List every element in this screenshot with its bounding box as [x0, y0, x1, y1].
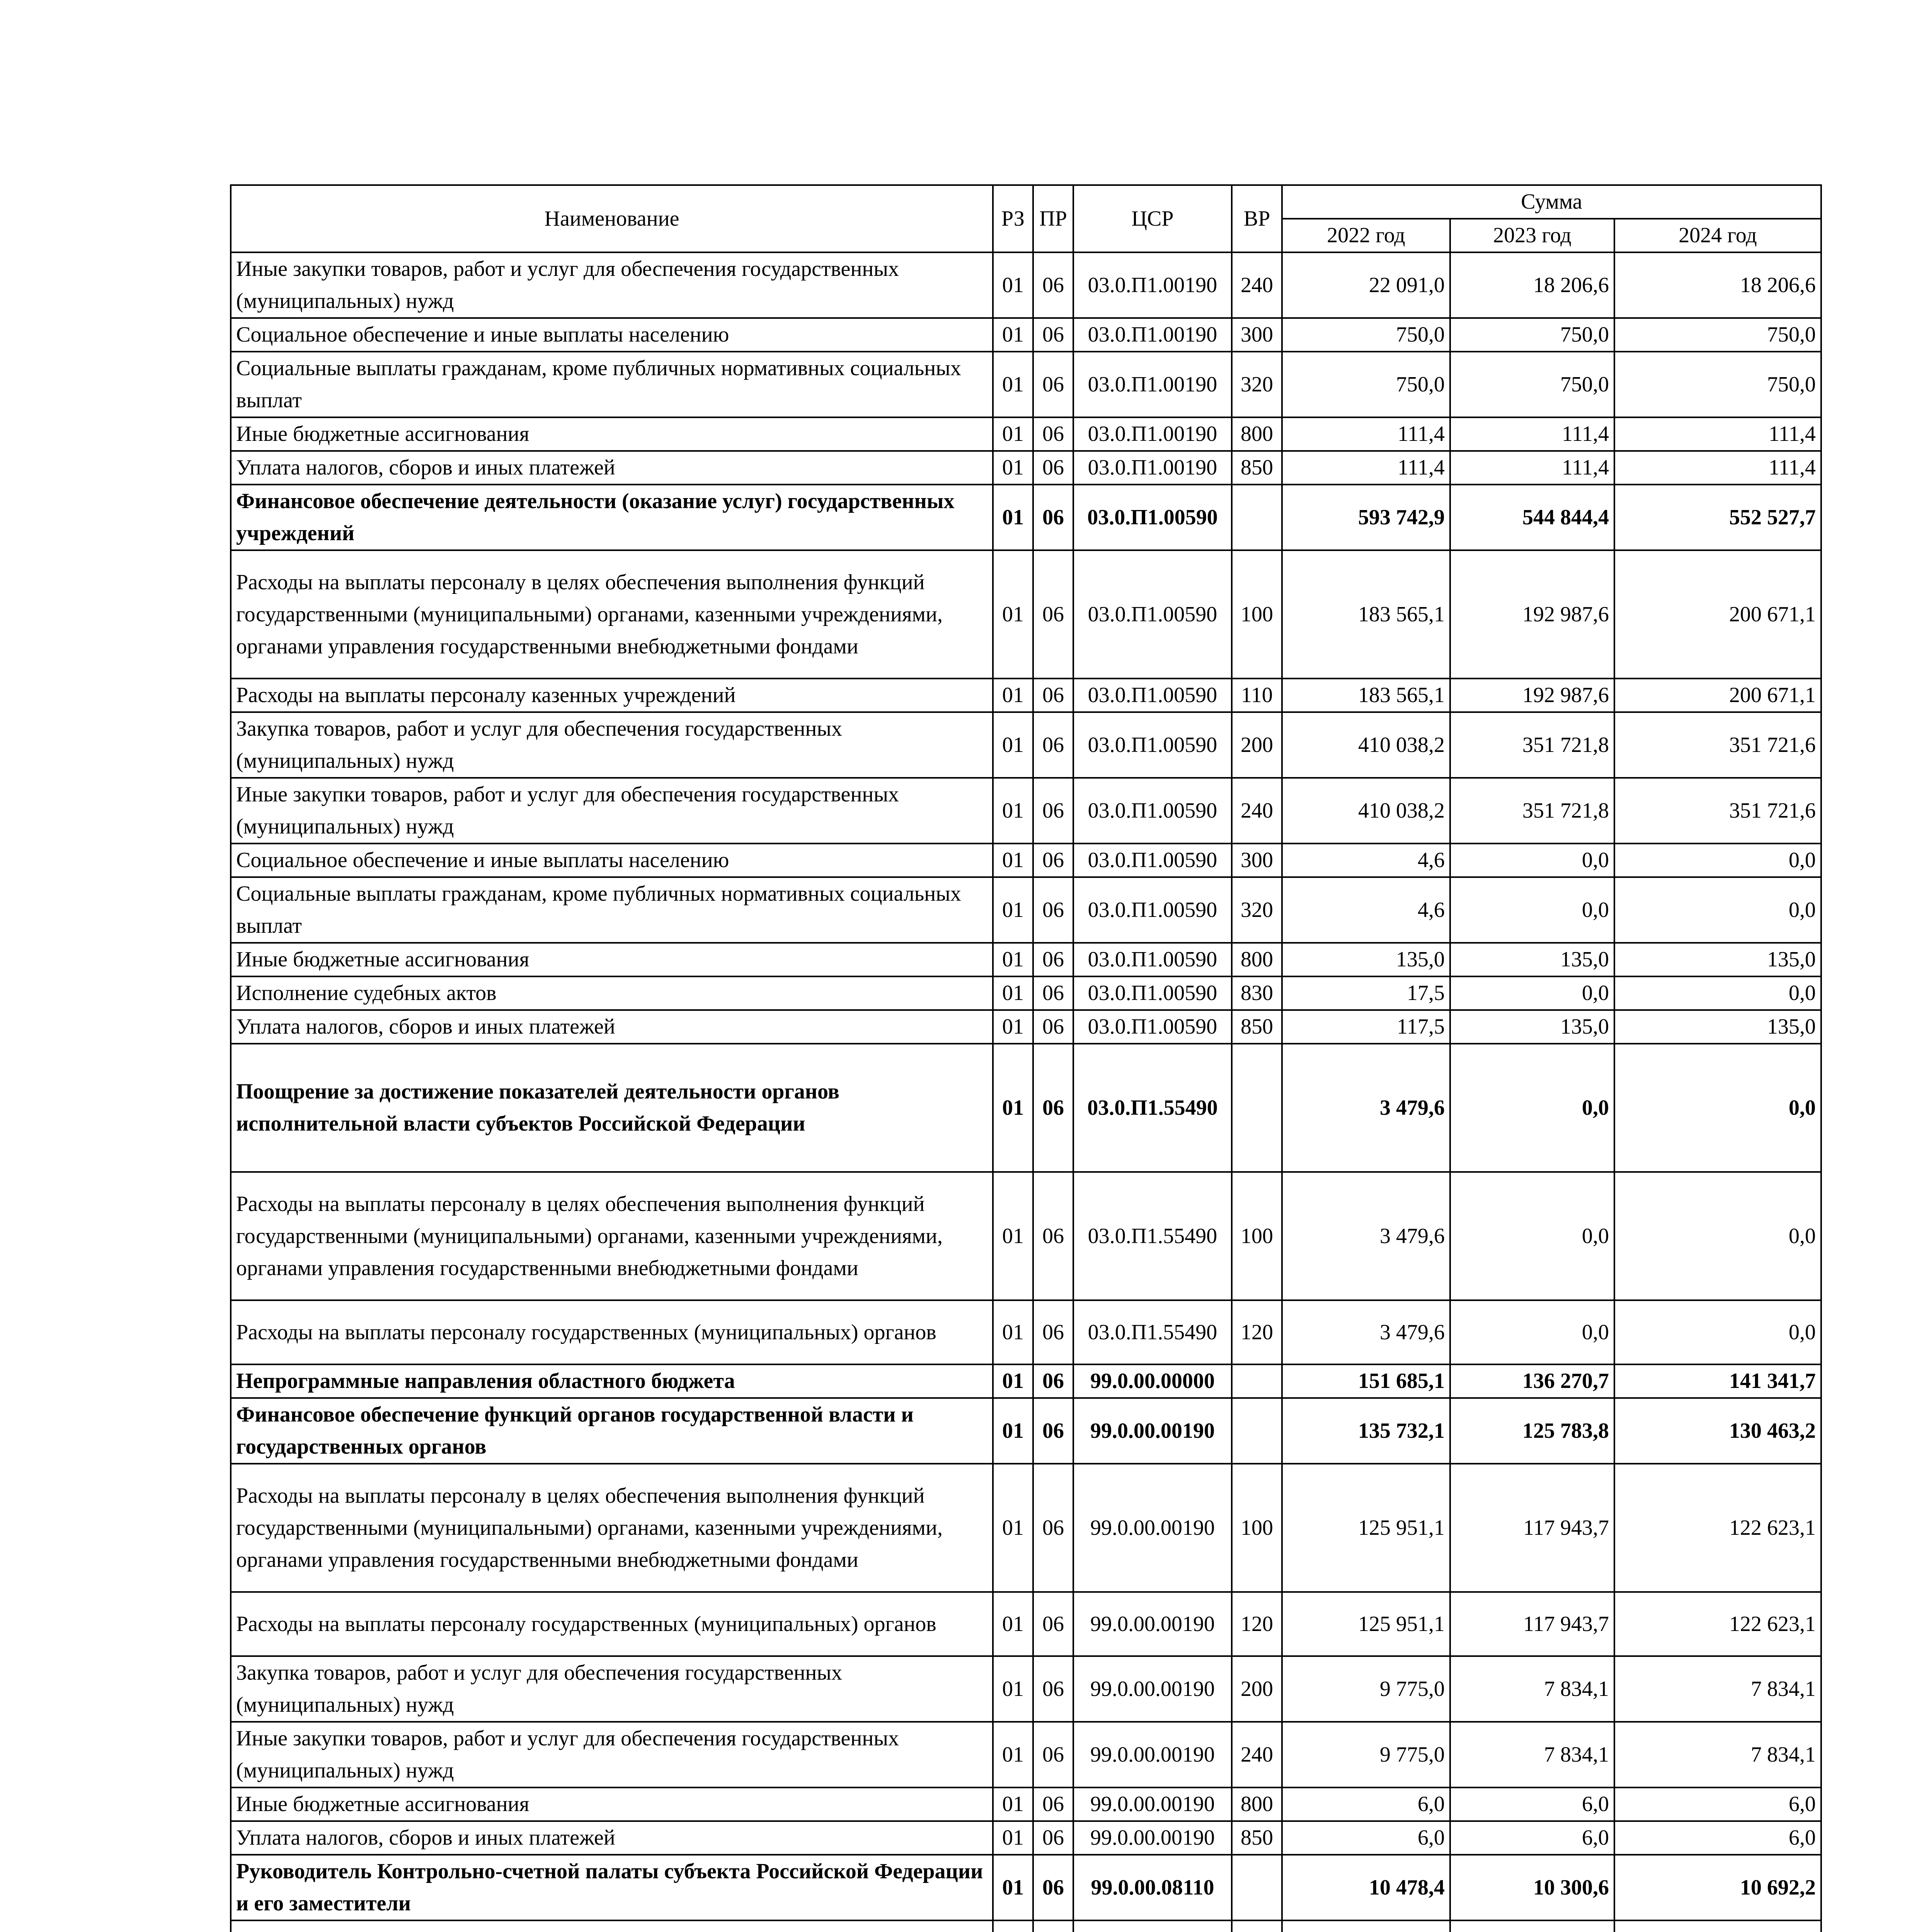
row-pr-cell: 06 [1033, 451, 1073, 485]
row-csr-cell: 99.0.00.00190 [1073, 1722, 1232, 1787]
row-pr-cell: 06 [1033, 844, 1073, 877]
row-2024-cell: 0,0 [1614, 877, 1821, 943]
row-rz-cell: 01 [993, 778, 1033, 844]
row-2024-cell: 750,0 [1614, 318, 1821, 352]
table-row [231, 417, 1821, 451]
row-2022-cell: 117,5 [1282, 1010, 1450, 1044]
row-2023-cell: 18 206,6 [1450, 252, 1614, 318]
header-2022: 2022 год [1282, 219, 1450, 252]
row-name-cell: Иные бюджетные ассигнования [231, 417, 993, 451]
table-row [231, 1364, 1821, 1398]
row-pr-cell: 06 [1033, 712, 1073, 778]
row-2022-cell: 9 775,0 [1282, 1656, 1450, 1722]
row-2024-cell: 351 721,6 [1614, 712, 1821, 778]
row-name-cell: Расходы на выплаты персоналу в целях обеспечения выполнения функций государственными (муниципальными) органами, казенными учреждениями, органами управления государственными внебюджетными фондами [231, 1464, 993, 1592]
row-name-cell: Социальное обеспечение и иные выплаты населению [231, 318, 993, 352]
row-2022-cell: 4,6 [1282, 877, 1450, 943]
row-pr-cell: 06 [1033, 485, 1073, 550]
row-name-cell: Расходы на выплаты персоналу государственных (муниципальных) органов [231, 1592, 993, 1656]
row-2022-cell: 750,0 [1282, 318, 1450, 352]
table-row [231, 1010, 1821, 1044]
row-csr-cell: 03.0.П1.00190 [1073, 352, 1232, 417]
row-2022-cell: 4,6 [1282, 844, 1450, 877]
header-2024: 2024 год [1614, 219, 1821, 252]
row-name-cell: Социальные выплаты гражданам, кроме публичных нормативных социальных выплат [231, 877, 993, 943]
row-2024-cell: 141 341,7 [1614, 1364, 1821, 1398]
table-row [231, 1787, 1821, 1821]
table-row [231, 1920, 1821, 1932]
table-row [231, 1722, 1821, 1787]
row-csr-cell: 03.0.П1.00590 [1073, 976, 1232, 1010]
row-csr-cell: 99.0.00.00190 [1073, 1464, 1232, 1592]
row-rz-cell: 01 [993, 1398, 1033, 1464]
row-2024-cell: 0,0 [1614, 1172, 1821, 1300]
row-csr-cell: 03.0.П1.00590 [1073, 712, 1232, 778]
row-csr-cell: 03.0.П1.00590 [1073, 550, 1232, 679]
row-name-cell: Уплата налогов, сборов и иных платежей [231, 451, 993, 485]
row-2023-cell: 135,0 [1450, 1010, 1614, 1044]
row-2024-cell: 0,0 [1614, 1044, 1821, 1172]
row-2022-cell: 183 565,1 [1282, 550, 1450, 679]
row-vr-cell: 300 [1232, 318, 1282, 352]
row-name-cell: Непрограммные направления областного бюджета [231, 1364, 993, 1398]
row-2023-cell: 351 721,8 [1450, 712, 1614, 778]
row-vr-cell [1232, 1044, 1282, 1172]
row-rz-cell: 01 [993, 1364, 1033, 1398]
row-vr-cell: 240 [1232, 1722, 1282, 1787]
row-rz-cell: 01 [993, 1010, 1033, 1044]
row-2023-cell: 117 943,7 [1450, 1464, 1614, 1592]
row-2024-cell: 111,4 [1614, 417, 1821, 451]
table-row [231, 1300, 1821, 1364]
table-row [231, 1821, 1821, 1855]
table-row [231, 712, 1821, 778]
row-pr-cell [1033, 1920, 1073, 1932]
row-rz-cell: 01 [993, 1172, 1033, 1300]
row-rz-cell: 01 [993, 976, 1033, 1010]
row-pr-cell: 06 [1033, 1464, 1073, 1592]
row-2024-cell: 111,4 [1614, 451, 1821, 485]
row-vr-cell: 320 [1232, 877, 1282, 943]
row-2024-cell: 130 463,2 [1614, 1398, 1821, 1464]
row-name-cell: Финансовое обеспечение деятельности (оказание услуг) государственных учреждений [231, 485, 993, 550]
row-rz-cell: 01 [993, 252, 1033, 318]
row-name-cell: Поощрение за достижение показателей деятельности органов исполнительной власти субъектов Российской Федерации [231, 1044, 993, 1172]
row-2023-cell: 750,0 [1450, 318, 1614, 352]
row-name-cell: Руководитель Контрольно-счетной палаты субъекта Российской Федерации и его заместители [231, 1855, 993, 1920]
row-2024-cell: 6,0 [1614, 1821, 1821, 1855]
row-csr-cell: 03.0.П1.00590 [1073, 1010, 1232, 1044]
table-row [231, 451, 1821, 485]
row-pr-cell: 06 [1033, 352, 1073, 417]
row-2023-cell: 192 987,6 [1450, 550, 1614, 679]
table-row [231, 252, 1821, 318]
row-name-cell: Закупка товаров, работ и услуг для обеспечения государственных (муниципальных) нужд [231, 1656, 993, 1722]
row-2024-cell: 18 206,6 [1614, 252, 1821, 318]
header-2023: 2023 год [1450, 219, 1614, 252]
row-2023-cell: 750,0 [1450, 352, 1614, 417]
row-name-cell: Уплата налогов, сборов и иных платежей [231, 1821, 993, 1855]
row-2023-cell: 125 783,8 [1450, 1398, 1614, 1464]
row-csr-cell: 99.0.00.00190 [1073, 1787, 1232, 1821]
row-vr-cell: 120 [1232, 1300, 1282, 1364]
row-2023-cell: 544 844,4 [1450, 485, 1614, 550]
row-pr-cell: 06 [1033, 877, 1073, 943]
row-pr-cell: 06 [1033, 976, 1073, 1010]
row-pr-cell: 06 [1033, 550, 1073, 679]
row-csr-cell: 03.0.П1.00190 [1073, 451, 1232, 485]
table-row [231, 1855, 1821, 1920]
row-vr-cell: 110 [1232, 679, 1282, 712]
row-2024-cell: 750,0 [1614, 352, 1821, 417]
row-vr-cell: 300 [1232, 844, 1282, 877]
row-rz-cell: 01 [993, 943, 1033, 976]
row-2024-cell: 135,0 [1614, 1010, 1821, 1044]
row-name-cell: Финансовое обеспечение функций органов государственной власти и государственных органов [231, 1398, 993, 1464]
row-name-cell: Иные бюджетные ассигнования [231, 943, 993, 976]
row-vr-cell: 320 [1232, 352, 1282, 417]
row-rz-cell: 01 [993, 877, 1033, 943]
row-vr-cell: 800 [1232, 943, 1282, 976]
row-2023-cell: 0,0 [1450, 1300, 1614, 1364]
header-name: Наименование [231, 185, 993, 252]
row-pr-cell: 06 [1033, 1821, 1073, 1855]
row-csr-cell: 03.0.П1.00590 [1073, 943, 1232, 976]
table-row [231, 485, 1821, 550]
row-rz-cell: 01 [993, 352, 1033, 417]
row-name-cell: Расходы на выплаты персоналу в целях обеспечения выполнения функций государственными (муниципальными) органами, казенными учреждениями, органами управления государственными внебюджетными фондами [231, 1172, 993, 1300]
table-row [231, 976, 1821, 1010]
row-csr-cell: 03.0.П1.00190 [1073, 252, 1232, 318]
row-rz-cell: 01 [993, 451, 1033, 485]
header-vr: ВР [1232, 185, 1282, 252]
row-name-cell: Иные закупки товаров, работ и услуг для обеспечения государственных (муниципальных) нужд [231, 1722, 993, 1787]
row-2022-cell: 111,4 [1282, 417, 1450, 451]
row-csr-cell: 03.0.П1.00190 [1073, 417, 1232, 451]
row-name-cell: Социальные выплаты гражданам, кроме публичных нормативных социальных выплат [231, 352, 993, 417]
row-pr-cell: 06 [1033, 252, 1073, 318]
row-2022-cell: 125 951,1 [1282, 1464, 1450, 1592]
row-rz-cell: 01 [993, 1787, 1033, 1821]
row-2023-cell: 0,0 [1450, 1172, 1614, 1300]
row-pr-cell: 06 [1033, 1044, 1073, 1172]
row-vr-cell: 800 [1232, 417, 1282, 451]
row-2022-cell: 750,0 [1282, 352, 1450, 417]
row-pr-cell: 06 [1033, 1010, 1073, 1044]
row-2022-cell: 6,0 [1282, 1787, 1450, 1821]
row-2022-cell: 111,4 [1282, 451, 1450, 485]
row-rz-cell: 01 [993, 844, 1033, 877]
header-csr: ЦСР [1073, 185, 1232, 252]
row-2024-cell: 7 834,1 [1614, 1722, 1821, 1787]
row-name-cell: Расходы на выплаты персоналу государственных (муниципальных) органов [231, 1300, 993, 1364]
row-2024-cell: 7 834,1 [1614, 1656, 1821, 1722]
row-csr-cell: 03.0.П1.55490 [1073, 1044, 1232, 1172]
row-2022-cell: 410 038,2 [1282, 712, 1450, 778]
row-rz-cell: 01 [993, 417, 1033, 451]
row-pr-cell: 06 [1033, 1722, 1073, 1787]
row-pr-cell: 06 [1033, 417, 1073, 451]
row-pr-cell: 06 [1033, 1364, 1073, 1398]
row-2023-cell: 136 270,7 [1450, 1364, 1614, 1398]
row-2024-cell: 200 671,1 [1614, 679, 1821, 712]
row-pr-cell: 06 [1033, 1300, 1073, 1364]
row-name-cell [231, 1920, 993, 1932]
table-row [231, 1044, 1821, 1172]
row-pr-cell: 06 [1033, 318, 1073, 352]
row-pr-cell: 06 [1033, 1398, 1073, 1464]
row-2024-cell: 200 671,1 [1614, 550, 1821, 679]
row-2022-cell: 125 951,1 [1282, 1592, 1450, 1656]
row-2023-cell: 7 834,1 [1450, 1722, 1614, 1787]
row-name-cell: Иные закупки товаров, работ и услуг для обеспечения государственных (муниципальных) нужд [231, 252, 993, 318]
table-body [231, 252, 1821, 1932]
row-csr-cell: 03.0.П1.00190 [1073, 318, 1232, 352]
row-vr-cell: 200 [1232, 1656, 1282, 1722]
table-row [231, 318, 1821, 352]
row-2022-cell: 135,0 [1282, 943, 1450, 976]
row-pr-cell: 06 [1033, 1656, 1073, 1722]
table-row [231, 1172, 1821, 1300]
row-2023-cell: 351 721,8 [1450, 778, 1614, 844]
header-rz: РЗ [993, 185, 1033, 252]
row-2024-cell: 552 527,7 [1614, 485, 1821, 550]
row-csr-cell: 03.0.П1.00590 [1073, 877, 1232, 943]
row-rz-cell: 01 [993, 1656, 1033, 1722]
table-row [231, 844, 1821, 877]
row-2022-cell: 3 479,6 [1282, 1300, 1450, 1364]
row-vr-cell: 100 [1232, 550, 1282, 679]
row-pr-cell: 06 [1033, 943, 1073, 976]
row-rz-cell: 01 [993, 318, 1033, 352]
row-2023-cell: 111,4 [1450, 417, 1614, 451]
row-2024-cell: 0,0 [1614, 844, 1821, 877]
row-2022-cell: 6,0 [1282, 1821, 1450, 1855]
row-2024-cell [1614, 1920, 1821, 1932]
row-2023-cell: 135,0 [1450, 943, 1614, 976]
table-row [231, 679, 1821, 712]
row-name-cell: Расходы на выплаты персоналу казенных учреждений [231, 679, 993, 712]
row-csr-cell: 03.0.П1.00590 [1073, 679, 1232, 712]
row-rz-cell [993, 1920, 1033, 1932]
row-name-cell: Закупка товаров, работ и услуг для обеспечения государственных (муниципальных) нужд [231, 712, 993, 778]
row-vr-cell: 200 [1232, 712, 1282, 778]
row-2022-cell: 593 742,9 [1282, 485, 1450, 550]
row-pr-cell: 06 [1033, 1592, 1073, 1656]
budget-table [230, 184, 1822, 1932]
row-2024-cell: 6,0 [1614, 1787, 1821, 1821]
row-rz-cell: 01 [993, 1464, 1033, 1592]
row-2023-cell: 0,0 [1450, 1044, 1614, 1172]
row-vr-cell: 850 [1232, 1010, 1282, 1044]
row-2022-cell: 183 565,1 [1282, 679, 1450, 712]
row-2022-cell: 9 775,0 [1282, 1722, 1450, 1787]
row-name-cell: Иные закупки товаров, работ и услуг для обеспечения государственных (муниципальных) нужд [231, 778, 993, 844]
row-csr-cell [1073, 1920, 1232, 1932]
row-name-cell: Социальное обеспечение и иные выплаты населению [231, 844, 993, 877]
row-rz-cell: 01 [993, 1855, 1033, 1920]
row-vr-cell: 850 [1232, 1821, 1282, 1855]
row-csr-cell: 03.0.П1.55490 [1073, 1172, 1232, 1300]
row-2024-cell: 0,0 [1614, 1300, 1821, 1364]
row-2022-cell: 10 478,4 [1282, 1855, 1450, 1920]
row-vr-cell: 100 [1232, 1464, 1282, 1592]
header-pr: ПР [1033, 185, 1073, 252]
row-vr-cell [1232, 1398, 1282, 1464]
row-vr-cell: 100 [1232, 1172, 1282, 1300]
row-pr-cell: 06 [1033, 1172, 1073, 1300]
row-pr-cell: 06 [1033, 679, 1073, 712]
row-2022-cell: 22 091,0 [1282, 252, 1450, 318]
row-vr-cell [1232, 1855, 1282, 1920]
row-name-cell: Исполнение судебных актов [231, 976, 993, 1010]
table-row [231, 352, 1821, 417]
header-sum: Сумма [1282, 185, 1821, 219]
row-2022-cell: 410 038,2 [1282, 778, 1450, 844]
row-2023-cell: 10 300,6 [1450, 1855, 1614, 1920]
row-vr-cell [1232, 1920, 1282, 1932]
table-row [231, 1656, 1821, 1722]
row-csr-cell: 03.0.П1.55490 [1073, 1300, 1232, 1364]
row-2023-cell: 0,0 [1450, 877, 1614, 943]
table-row [231, 943, 1821, 976]
row-pr-cell: 06 [1033, 778, 1073, 844]
row-2023-cell: 7 834,1 [1450, 1656, 1614, 1722]
row-2024-cell: 122 623,1 [1614, 1592, 1821, 1656]
row-2024-cell: 351 721,6 [1614, 778, 1821, 844]
row-2022-cell: 135 732,1 [1282, 1398, 1450, 1464]
row-2024-cell: 135,0 [1614, 943, 1821, 976]
row-2023-cell: 0,0 [1450, 976, 1614, 1010]
row-vr-cell: 850 [1232, 451, 1282, 485]
row-2022-cell: 151 685,1 [1282, 1364, 1450, 1398]
row-2024-cell: 10 692,2 [1614, 1855, 1821, 1920]
row-2023-cell: 192 987,6 [1450, 679, 1614, 712]
row-csr-cell: 03.0.П1.00590 [1073, 778, 1232, 844]
row-csr-cell: 99.0.00.00190 [1073, 1398, 1232, 1464]
row-2022-cell: 3 479,6 [1282, 1172, 1450, 1300]
table-row [231, 778, 1821, 844]
row-2022-cell [1282, 1920, 1450, 1932]
row-2024-cell: 0,0 [1614, 976, 1821, 1010]
row-name-cell: Расходы на выплаты персоналу в целях обеспечения выполнения функций государственными (муниципальными) органами, казенными учреждениями, органами управления государственными внебюджетными фондами [231, 550, 993, 679]
row-vr-cell: 800 [1232, 1787, 1282, 1821]
row-rz-cell: 01 [993, 1722, 1033, 1787]
row-vr-cell: 830 [1232, 976, 1282, 1010]
row-2023-cell [1450, 1920, 1614, 1932]
row-name-cell: Уплата налогов, сборов и иных платежей [231, 1010, 993, 1044]
row-rz-cell: 01 [993, 1821, 1033, 1855]
row-2023-cell: 117 943,7 [1450, 1592, 1614, 1656]
row-rz-cell: 01 [993, 1592, 1033, 1656]
row-2022-cell: 17,5 [1282, 976, 1450, 1010]
row-name-cell: Иные бюджетные ассигнования [231, 1787, 993, 1821]
table-row [231, 1592, 1821, 1656]
row-2023-cell: 111,4 [1450, 451, 1614, 485]
row-rz-cell: 01 [993, 1300, 1033, 1364]
row-csr-cell: 99.0.00.00190 [1073, 1592, 1232, 1656]
row-csr-cell: 99.0.00.00190 [1073, 1656, 1232, 1722]
row-csr-cell: 99.0.00.00000 [1073, 1364, 1232, 1398]
row-csr-cell: 99.0.00.00190 [1073, 1821, 1232, 1855]
row-2022-cell: 3 479,6 [1282, 1044, 1450, 1172]
row-csr-cell: 99.0.00.08110 [1073, 1855, 1232, 1920]
row-rz-cell: 01 [993, 550, 1033, 679]
row-rz-cell: 01 [993, 485, 1033, 550]
row-pr-cell: 06 [1033, 1787, 1073, 1821]
table-row [231, 1464, 1821, 1592]
row-csr-cell: 03.0.П1.00590 [1073, 844, 1232, 877]
row-vr-cell [1232, 1364, 1282, 1398]
row-rz-cell: 01 [993, 1044, 1033, 1172]
row-2023-cell: 0,0 [1450, 844, 1614, 877]
table-row [231, 1398, 1821, 1464]
row-2024-cell: 122 623,1 [1614, 1464, 1821, 1592]
row-vr-cell: 240 [1232, 252, 1282, 318]
table-row [231, 550, 1821, 679]
row-2023-cell: 6,0 [1450, 1821, 1614, 1855]
row-vr-cell [1232, 485, 1282, 550]
row-csr-cell: 03.0.П1.00590 [1073, 485, 1232, 550]
row-vr-cell: 120 [1232, 1592, 1282, 1656]
row-pr-cell: 06 [1033, 1855, 1073, 1920]
row-2023-cell: 6,0 [1450, 1787, 1614, 1821]
row-vr-cell: 240 [1232, 778, 1282, 844]
table-row [231, 877, 1821, 943]
row-rz-cell: 01 [993, 712, 1033, 778]
row-rz-cell: 01 [993, 679, 1033, 712]
